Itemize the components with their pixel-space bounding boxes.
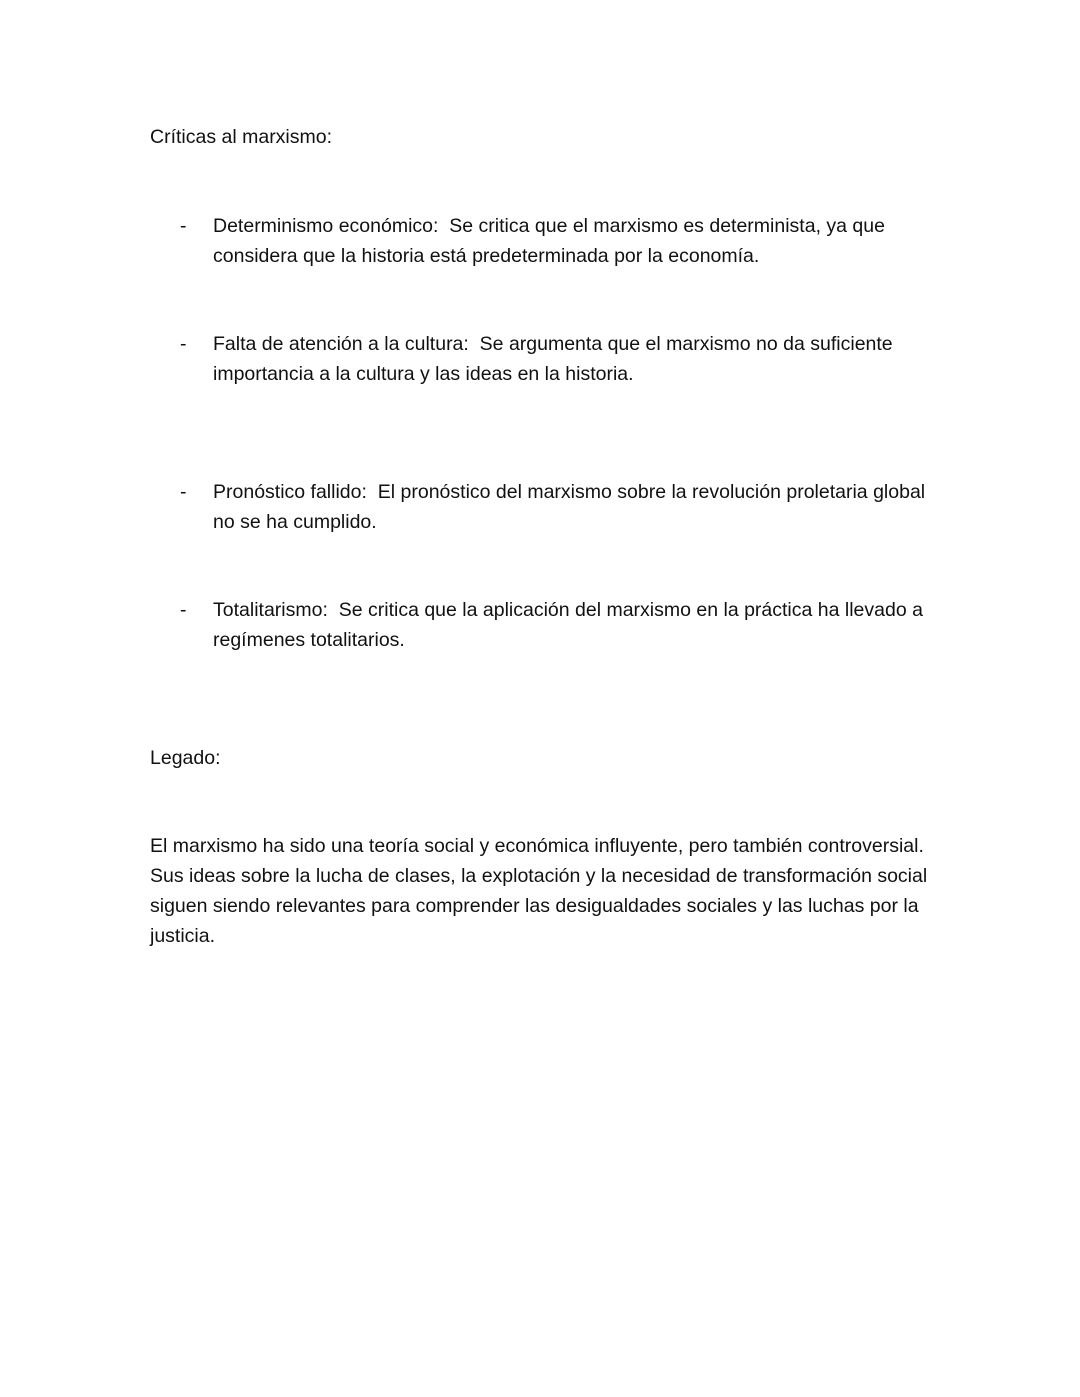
- bullet-description: Se critica que el marxismo es determinista, ya que considera que la historia está predeterminada por la economía.: [213, 215, 885, 267]
- bullet-dash: -: [180, 599, 187, 621]
- bullet-text: [213, 477, 943, 537]
- bullet-dash: -: [180, 215, 187, 237]
- legado-paragraph: El marxismo ha sido una teoría social y económica influyente, pero también controversial. Sus ideas sobre la lucha de clases, la explotación y la necesidad de transformación social siguen siendo relevantes para comprender las desigualdades sociales y las luchas por la justicia.: [150, 835, 928, 947]
- bullet-label: Pronóstico fallido:: [213, 481, 367, 503]
- bullet-description: Se argumenta que el marxismo no da suficiente importancia a la cultura y las ideas en la historia.: [213, 333, 893, 385]
- bullet-label: Totalitarismo:: [213, 599, 328, 621]
- bullet-text: [213, 329, 943, 389]
- criticas-heading: Críticas al marxismo:: [150, 126, 333, 148]
- bullet-text: [213, 211, 943, 271]
- legado-heading: Legado:: [150, 747, 221, 769]
- bullet-dash: -: [180, 333, 187, 355]
- bullet-description: El pronóstico del marxismo sobre la revolución proletaria global no se ha cumplido.: [213, 481, 926, 533]
- bullet-dash: -: [180, 481, 187, 503]
- bullet-label: Determinismo económico:: [213, 215, 439, 237]
- bullet-label: Falta de atención a la cultura:: [213, 333, 469, 355]
- bullet-text: [213, 595, 943, 655]
- bullet-description: Se critica que la aplicación del marxismo en la práctica ha llevado a regímenes totalitarios.: [213, 599, 923, 651]
